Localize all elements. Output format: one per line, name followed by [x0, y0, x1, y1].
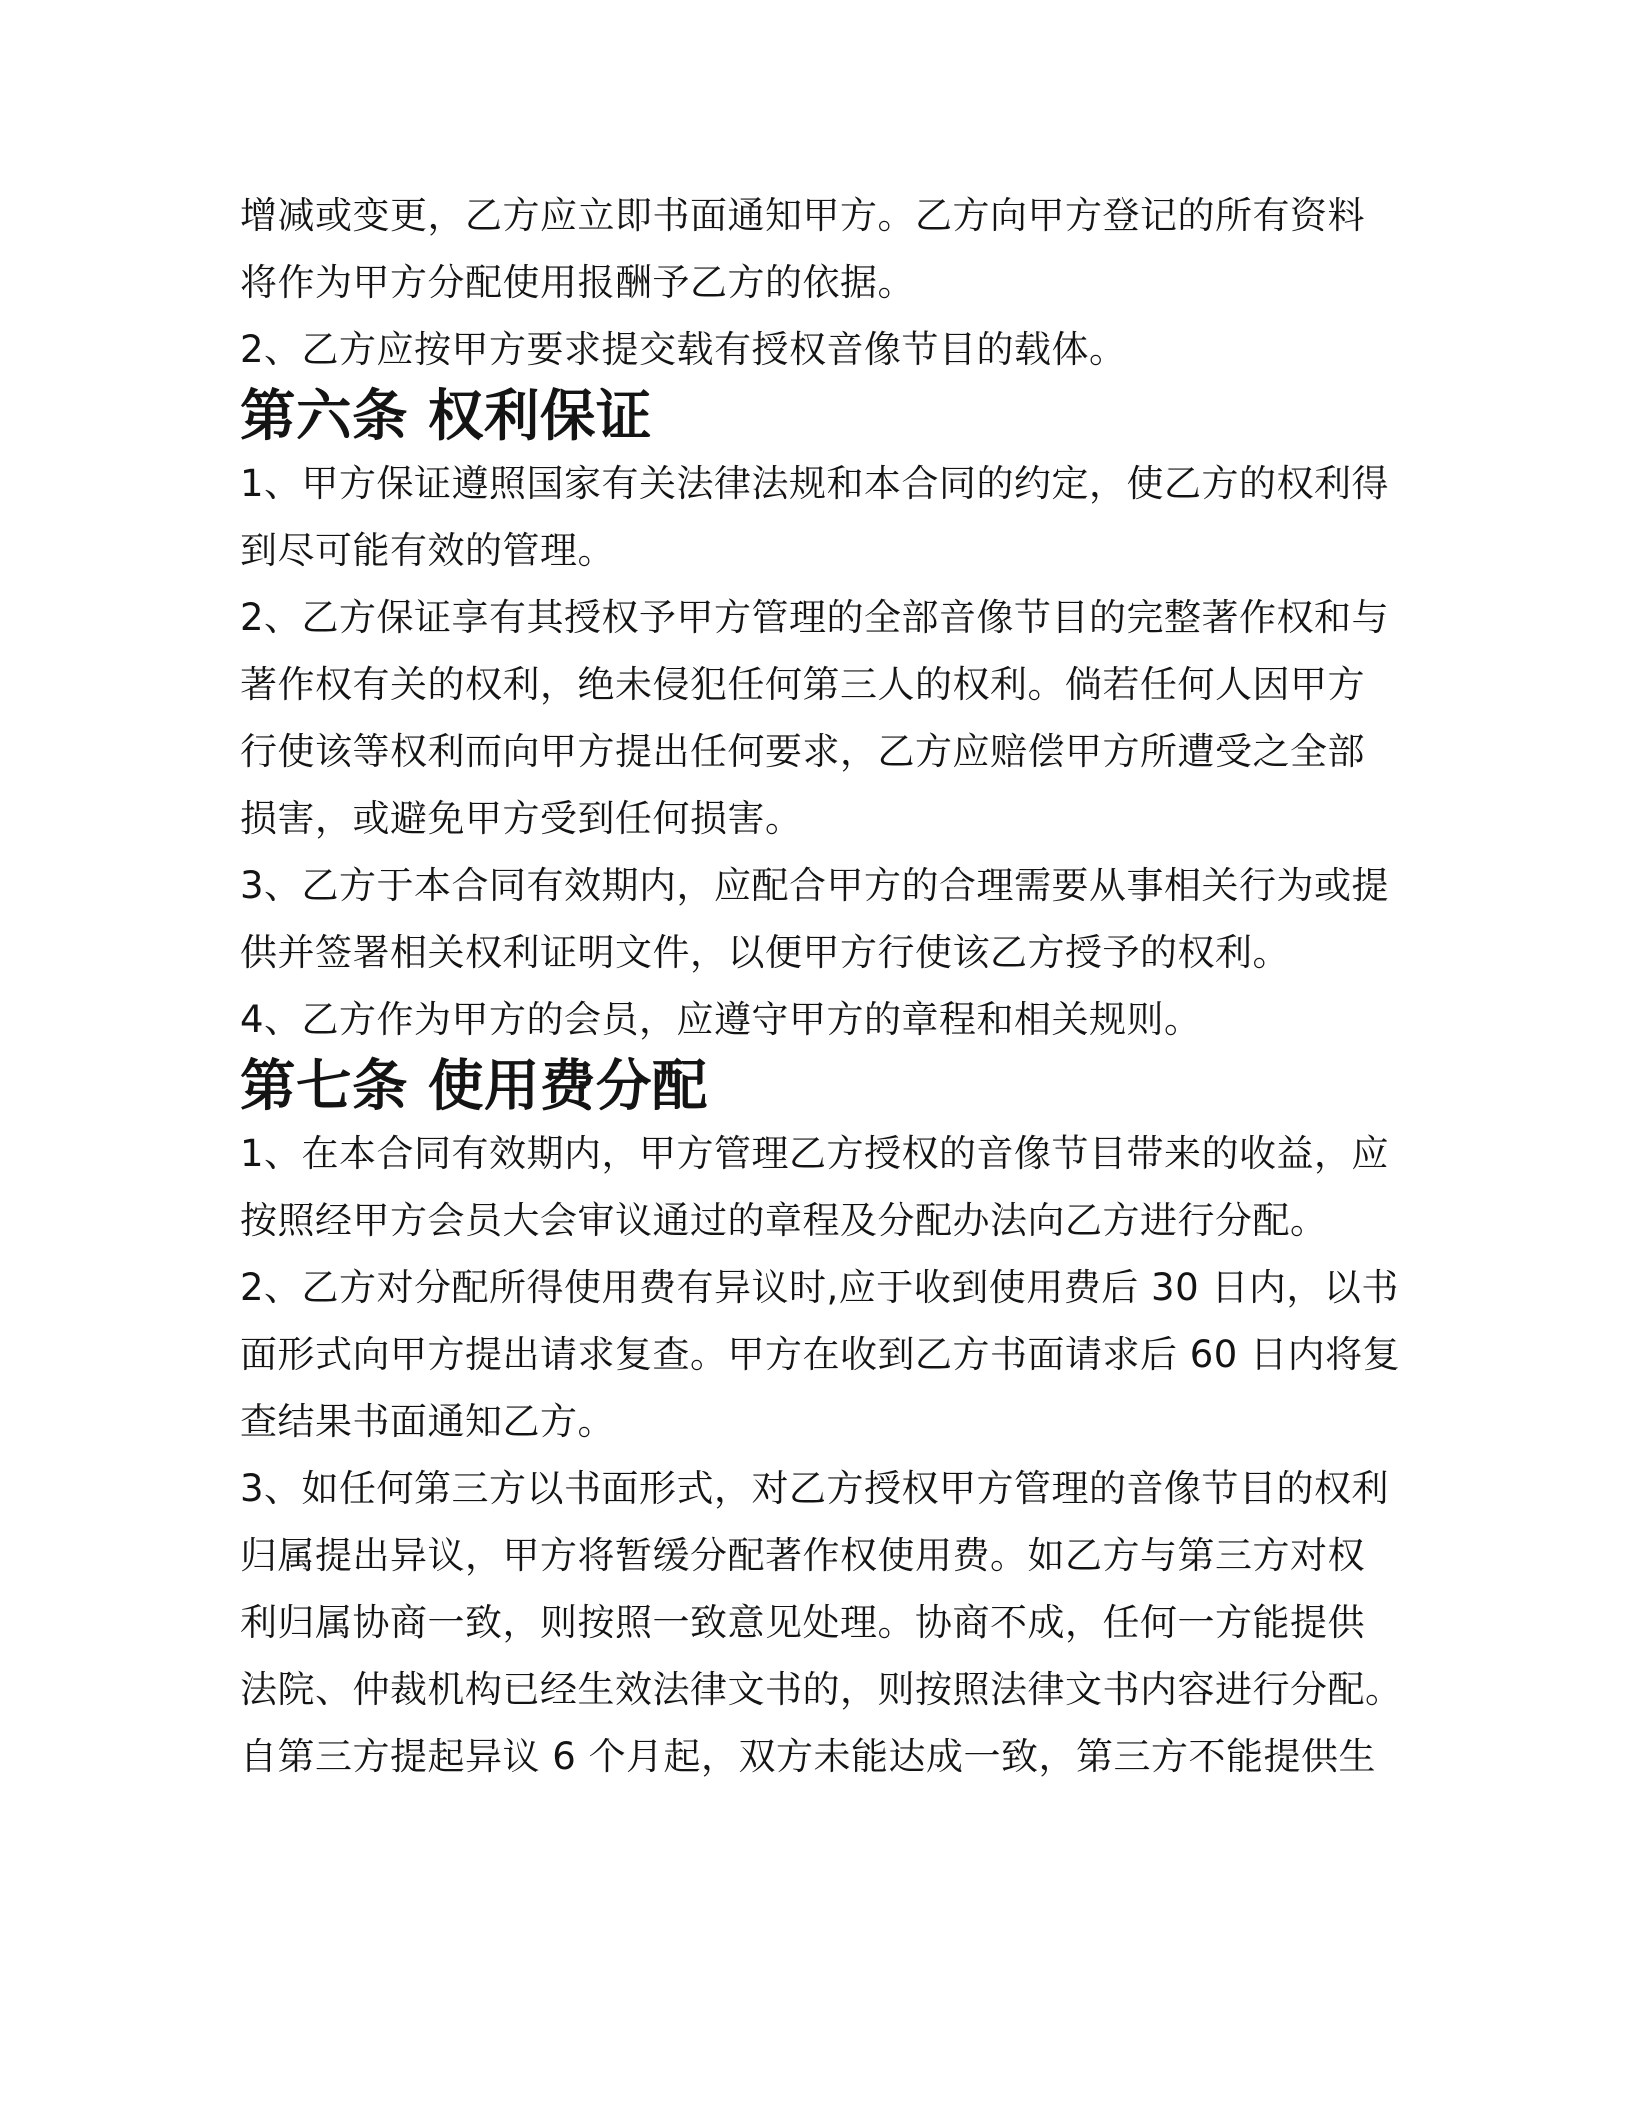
text-line: 2、乙方保证享有其授权予甲方管理的全部音像节目的完整著作权和与 [240, 596, 1390, 639]
text-line: 1、甲方保证遵照国家有关法律法规和本合同的约定，使乙方的权利得 [240, 462, 1390, 505]
text-line: 2、乙方应按甲方要求提交载有授权音像节目的载体。 [240, 328, 1127, 371]
text-line: 3、乙方于本合同有效期内，应配合甲方的合理需要从事相关行为或提 [240, 864, 1390, 907]
article-7-item-2 [240, 1254, 1401, 1455]
text-line: 将作为甲方分配使用报酬予乙方的依据。 [240, 261, 915, 304]
text-line: 著作权有关的权利，绝未侵犯任何第三人的权利。倘若任何人因甲方 [240, 663, 1365, 706]
article-6-item-3 [240, 852, 1390, 986]
paragraph-continuation [240, 182, 1380, 316]
article-7-heading [240, 1053, 1380, 1120]
heading-text: 第七条 使用费分配 [240, 1054, 708, 1119]
text-line: 到尽可能有效的管理。 [240, 529, 615, 572]
text-line: 查结果书面通知乙方。 [240, 1400, 615, 1443]
text-line: 3、如任何第三方以书面形式，对乙方授权甲方管理的音像节目的权利 [240, 1467, 1390, 1510]
article-6-item-1 [240, 450, 1390, 584]
text-line: 供并签署相关权利证明文件，以便甲方行使该乙方授予的权利。 [240, 931, 1290, 974]
text-line: 归属提出异议，甲方将暂缓分配著作权使用费。如乙方与第三方对权 [240, 1534, 1365, 1577]
article-7-item-3 [240, 1455, 1403, 1790]
text-line: 面形式向甲方提出请求复查。甲方在收到乙方书面请求后 60 日内将复 [240, 1333, 1401, 1376]
article-6-item-4 [240, 986, 1380, 1053]
document-body [240, 182, 1403, 1790]
text-line: 增减或变更，乙方应立即书面通知甲方。乙方向甲方登记的所有资料 [240, 194, 1365, 237]
text-line: 按照经甲方会员大会审议通过的章程及分配办法向乙方进行分配。 [240, 1199, 1328, 1242]
text-line: 2、乙方对分配所得使用费有异议时,应于收到使用费后 30 日内，以书 [240, 1266, 1399, 1309]
clause-5-item-2 [240, 316, 1380, 383]
article-6-item-2 [240, 584, 1390, 852]
text-line: 1、在本合同有效期内，甲方管理乙方授权的音像节目带来的收益，应 [240, 1132, 1390, 1175]
text-line: 损害，或避免甲方受到任何损害。 [240, 797, 803, 840]
article-6-heading [240, 383, 1380, 450]
text-line: 自第三方提起异议 6 个月起，双方未能达成一致，第三方不能提供生 [240, 1735, 1377, 1778]
heading-text: 第六条 权利保证 [240, 384, 652, 449]
article-7-item-1 [240, 1120, 1390, 1254]
text-line: 4、乙方作为甲方的会员，应遵守甲方的章程和相关规则。 [240, 998, 1202, 1041]
text-line: 利归属协商一致，则按照一致意见处理。协商不成，任何一方能提供 [240, 1601, 1365, 1644]
text-line: 行使该等权利而向甲方提出任何要求，乙方应赔偿甲方所遭受之全部 [240, 730, 1365, 773]
text-line: 法院、仲裁机构已经生效法律文书的，则按照法律文书内容进行分配。 [240, 1668, 1403, 1711]
